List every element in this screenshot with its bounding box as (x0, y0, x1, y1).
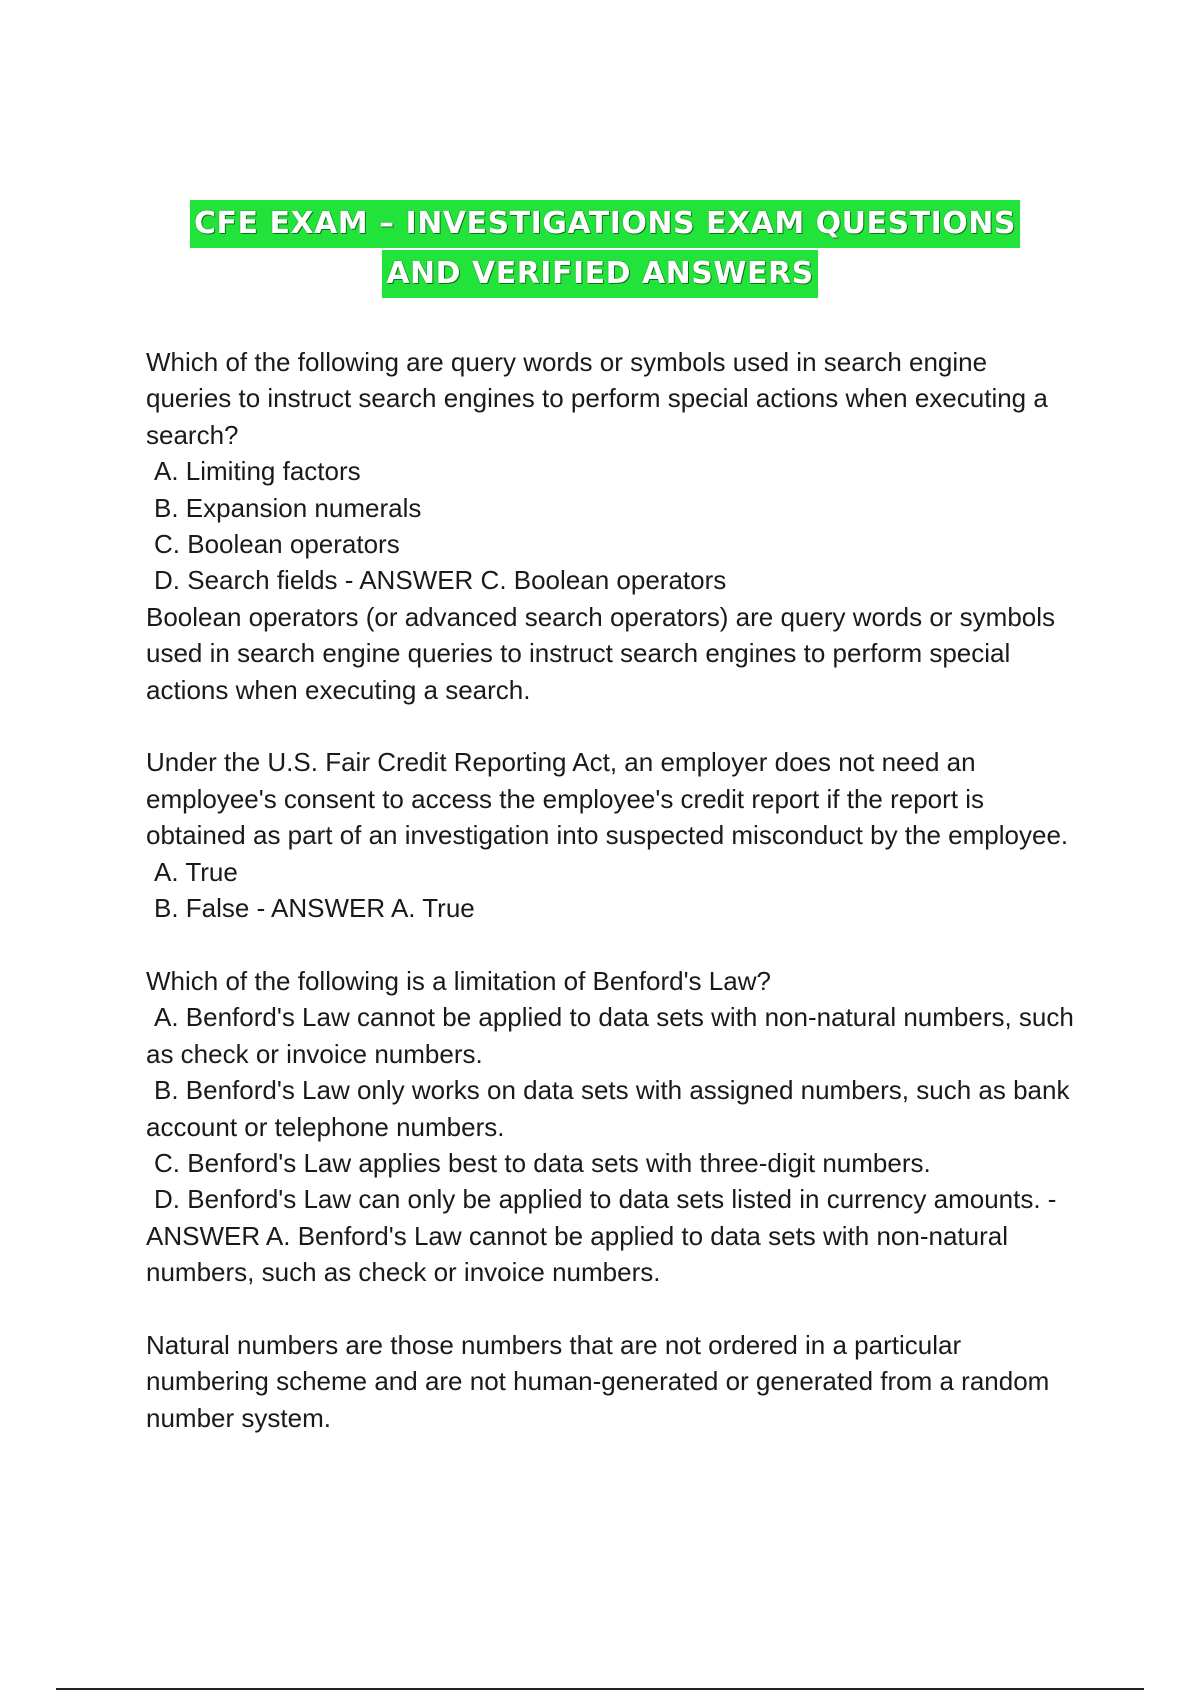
question-block-3 (146, 963, 1076, 1291)
answer-option: D. Search fields - ANSWER C. Boolean operators (154, 565, 727, 596)
title-line-2: AND VERIFIED ANSWERS (382, 250, 817, 298)
question-block-4 (146, 1327, 1076, 1436)
answer-option: A. Benford's Law cannot be applied to data sets with non-natural numbers, such as check or invoice numbers. (146, 1002, 1074, 1069)
answer-option: C. Boolean operators (154, 529, 400, 560)
answer-option: A. Limiting factors (154, 456, 361, 487)
title-line-1: CFE EXAM – INVESTIGATIONS EXAM QUESTIONS (190, 200, 1020, 248)
answer-explanation: Boolean operators (or advanced search operators) are query words or symbols used in search engine queries to instruct search engines to perform special actions when executing a search. (146, 601, 1056, 705)
question-text: Under the U.S. Fair Credit Reporting Act, an employer does not need an employee's consent to access the employee's credit report if the report is obtained as part of an investigation into suspected misconduct by the employee. (146, 747, 1069, 851)
answer-explanation: Natural numbers are those numbers that are not ordered in a particular numbering scheme and are not human-generated or generated from a random number system. (146, 1329, 1050, 1433)
answer-option: B. Benford's Law only works on data sets with assigned numbers, such as bank account or telephone numbers. (146, 1075, 1070, 1142)
answer-option: C. Benford's Law applies best to data sets with three-digit numbers. (154, 1147, 931, 1178)
answer-option: A. True (154, 856, 238, 887)
question-block-2 (146, 744, 1076, 926)
document-title (0, 200, 1200, 298)
footer-divider (56, 1688, 1144, 1690)
question-text: Which of the following is a limitation of Benford's Law? (146, 965, 771, 996)
question-block-1 (146, 344, 1076, 708)
document-body (146, 344, 1076, 1473)
answer-option: B. Expansion numerals (154, 492, 422, 523)
answer-option: D. Benford's Law can only be applied to data sets listed in currency amounts. - ANSWER A. Benford's Law cannot be applied to data sets with non-natural numbers, such as check or invoice numbers. (146, 1184, 1057, 1288)
question-text: Which of the following are query words or symbols used in search engine queries to instruct search engines to perform special actions when executing a search? (146, 347, 1048, 450)
answer-option: B. False - ANSWER A. True (154, 893, 475, 924)
